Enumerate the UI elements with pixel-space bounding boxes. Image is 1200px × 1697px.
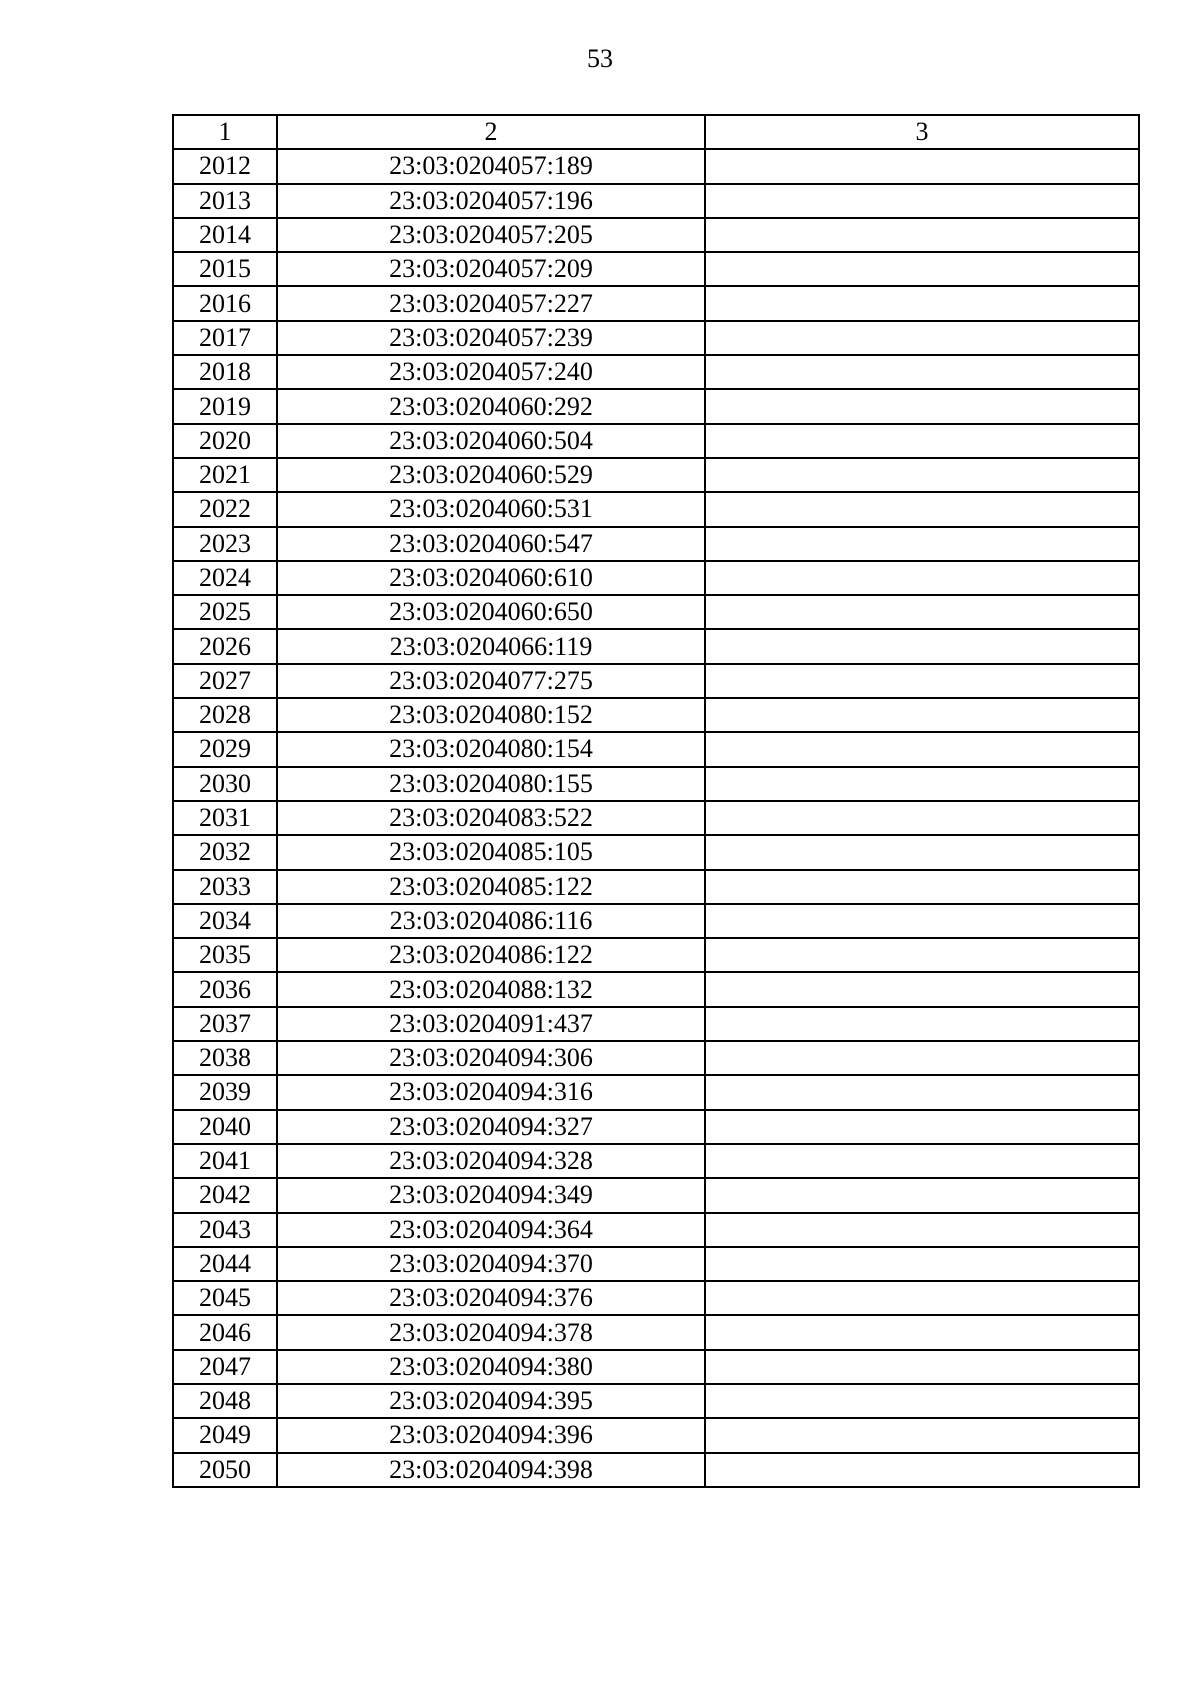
note-cell: [705, 458, 1139, 492]
cadastral-number-cell: 23:03:0204094:306: [277, 1041, 705, 1075]
cadastral-number-cell: 23:03:0204094:327: [277, 1110, 705, 1144]
cadastral-number-cell: 23:03:0204066:119: [277, 629, 705, 663]
cadastral-number-cell: 23:03:0204057:209: [277, 252, 705, 286]
table-row: [173, 1007, 1139, 1041]
row-number-cell: 2030: [173, 767, 277, 801]
note-cell: [705, 1007, 1139, 1041]
note-cell: [705, 1178, 1139, 1212]
row-number-cell: 2032: [173, 835, 277, 869]
note-cell: [705, 870, 1139, 904]
row-number-cell: 2016: [173, 286, 277, 320]
table-row: [173, 1178, 1139, 1212]
row-number-cell: 2018: [173, 355, 277, 389]
note-cell: [705, 1247, 1139, 1281]
note-cell: [705, 1418, 1139, 1452]
row-number-cell: 2042: [173, 1178, 277, 1212]
note-cell: [705, 286, 1139, 320]
cadastral-number-cell: 23:03:0204085:122: [277, 870, 705, 904]
table-row: [173, 664, 1139, 698]
row-number-cell: 2024: [173, 561, 277, 595]
row-number-cell: 2029: [173, 732, 277, 766]
column-header-3: 3: [705, 115, 1139, 149]
note-cell: [705, 1075, 1139, 1109]
table-row: [173, 732, 1139, 766]
note-cell: [705, 1453, 1139, 1487]
cadastral-number-cell: 23:03:0204094:349: [277, 1178, 705, 1212]
cadastral-number-cell: 23:03:0204091:437: [277, 1007, 705, 1041]
cadastral-number-cell: 23:03:0204060:504: [277, 424, 705, 458]
note-cell: [705, 1144, 1139, 1178]
note-cell: [705, 1041, 1139, 1075]
cadastral-number-cell: 23:03:0204085:105: [277, 835, 705, 869]
table-row: [173, 424, 1139, 458]
row-number-cell: 2047: [173, 1350, 277, 1384]
row-number-cell: 2023: [173, 527, 277, 561]
table-row: [173, 355, 1139, 389]
cadastral-number-cell: 23:03:0204057:239: [277, 321, 705, 355]
note-cell: [705, 972, 1139, 1006]
cadastral-number-cell: 23:03:0204094:395: [277, 1384, 705, 1418]
note-cell: [705, 355, 1139, 389]
table-row: [173, 767, 1139, 801]
note-cell: [705, 527, 1139, 561]
row-number-cell: 2043: [173, 1213, 277, 1247]
cadastral-number-cell: 23:03:0204060:531: [277, 492, 705, 526]
table-row: [173, 561, 1139, 595]
table-row: [173, 321, 1139, 355]
table-row: [173, 1075, 1139, 1109]
note-cell: [705, 767, 1139, 801]
note-cell: [705, 1315, 1139, 1349]
table-row: [173, 972, 1139, 1006]
cadastral-number-cell: 23:03:0204057:240: [277, 355, 705, 389]
note-cell: [705, 1281, 1139, 1315]
table-row: [173, 1041, 1139, 1075]
table-row: [173, 286, 1139, 320]
row-number-cell: 2035: [173, 938, 277, 972]
table-row: [173, 1418, 1139, 1452]
cadastral-number-cell: 23:03:0204057:227: [277, 286, 705, 320]
cadastral-number-cell: 23:03:0204086:116: [277, 904, 705, 938]
table-row: [173, 492, 1139, 526]
row-number-cell: 2049: [173, 1418, 277, 1452]
table-row: [173, 1350, 1139, 1384]
table-row: [173, 595, 1139, 629]
table-row: [173, 698, 1139, 732]
table-row: [173, 1110, 1139, 1144]
cadastral-number-cell: 23:03:0204060:292: [277, 389, 705, 423]
note-cell: [705, 218, 1139, 252]
row-number-cell: 2022: [173, 492, 277, 526]
row-number-cell: 2020: [173, 424, 277, 458]
note-cell: [705, 252, 1139, 286]
table-row: [173, 904, 1139, 938]
page-number: 53: [587, 44, 613, 73]
note-cell: [705, 1384, 1139, 1418]
table-row: [173, 1453, 1139, 1487]
table-row: [173, 1247, 1139, 1281]
cadastral-number-cell: 23:03:0204094:398: [277, 1453, 705, 1487]
cadastral-number-cell: 23:03:0204094:376: [277, 1281, 705, 1315]
cadastral-number-cell: 23:03:0204094:364: [277, 1213, 705, 1247]
table-row: [173, 1315, 1139, 1349]
note-cell: [705, 732, 1139, 766]
table-row: [173, 149, 1139, 183]
note-cell: [705, 1350, 1139, 1384]
note-cell: [705, 835, 1139, 869]
row-number-cell: 2014: [173, 218, 277, 252]
row-number-cell: 2044: [173, 1247, 277, 1281]
note-cell: [705, 1110, 1139, 1144]
table-row: [173, 835, 1139, 869]
table-row: [173, 252, 1139, 286]
cadastral-number-cell: 23:03:0204094:328: [277, 1144, 705, 1178]
cadastral-number-cell: 23:03:0204057:205: [277, 218, 705, 252]
table-row: [173, 1384, 1139, 1418]
cadastral-number-cell: 23:03:0204094:370: [277, 1247, 705, 1281]
row-number-cell: 2015: [173, 252, 277, 286]
table-row: [173, 184, 1139, 218]
row-number-cell: 2034: [173, 904, 277, 938]
cadastral-number-cell: 23:03:0204094:316: [277, 1075, 705, 1109]
cadastral-number-cell: 23:03:0204057:196: [277, 184, 705, 218]
row-number-cell: 2028: [173, 698, 277, 732]
note-cell: [705, 492, 1139, 526]
cadastral-number-cell: 23:03:0204094:380: [277, 1350, 705, 1384]
row-number-cell: 2036: [173, 972, 277, 1006]
cadastral-number-cell: 23:03:0204057:189: [277, 149, 705, 183]
note-cell: [705, 1213, 1139, 1247]
row-number-cell: 2038: [173, 1041, 277, 1075]
row-number-cell: 2013: [173, 184, 277, 218]
row-number-cell: 2017: [173, 321, 277, 355]
note-cell: [705, 321, 1139, 355]
note-cell: [705, 698, 1139, 732]
row-number-cell: 2039: [173, 1075, 277, 1109]
row-number-cell: 2050: [173, 1453, 277, 1487]
cadastral-number-cell: 23:03:0204060:610: [277, 561, 705, 595]
cadastral-number-cell: 23:03:0204083:522: [277, 801, 705, 835]
note-cell: [705, 424, 1139, 458]
row-number-cell: 2021: [173, 458, 277, 492]
note-cell: [705, 904, 1139, 938]
note-cell: [705, 389, 1139, 423]
cadastral-number-cell: 23:03:0204060:650: [277, 595, 705, 629]
table-body: [173, 149, 1139, 1487]
note-cell: [705, 184, 1139, 218]
cadastral-number-cell: 23:03:0204080:155: [277, 767, 705, 801]
cadastral-number-cell: 23:03:0204060:529: [277, 458, 705, 492]
row-number-cell: 2033: [173, 870, 277, 904]
cadastral-number-cell: 23:03:0204077:275: [277, 664, 705, 698]
row-number-cell: 2012: [173, 149, 277, 183]
table-row: [173, 218, 1139, 252]
row-number-cell: 2031: [173, 801, 277, 835]
table-row: [173, 938, 1139, 972]
cadastral-number-cell: 23:03:0204086:122: [277, 938, 705, 972]
row-number-cell: 2026: [173, 629, 277, 663]
note-cell: [705, 801, 1139, 835]
table-header-row: [173, 115, 1139, 149]
row-number-cell: 2045: [173, 1281, 277, 1315]
row-number-cell: 2025: [173, 595, 277, 629]
cadastral-number-cell: 23:03:0204088:132: [277, 972, 705, 1006]
note-cell: [705, 664, 1139, 698]
note-cell: [705, 561, 1139, 595]
cadastral-number-cell: 23:03:0204094:378: [277, 1315, 705, 1349]
table-row: [173, 870, 1139, 904]
table-row: [173, 629, 1139, 663]
table-row: [173, 527, 1139, 561]
row-number-cell: 2041: [173, 1144, 277, 1178]
cadastral-number-cell: 23:03:0204080:154: [277, 732, 705, 766]
registry-table: [172, 114, 1140, 1488]
column-header-2: 2: [277, 115, 705, 149]
row-number-cell: 2037: [173, 1007, 277, 1041]
note-cell: [705, 629, 1139, 663]
table-row: [173, 1281, 1139, 1315]
cadastral-number-cell: 23:03:0204080:152: [277, 698, 705, 732]
note-cell: [705, 149, 1139, 183]
row-number-cell: 2040: [173, 1110, 277, 1144]
table-row: [173, 458, 1139, 492]
row-number-cell: 2048: [173, 1384, 277, 1418]
table-row: [173, 1213, 1139, 1247]
cadastral-number-cell: 23:03:0204094:396: [277, 1418, 705, 1452]
row-number-cell: 2046: [173, 1315, 277, 1349]
table-row: [173, 801, 1139, 835]
cadastral-number-cell: 23:03:0204060:547: [277, 527, 705, 561]
column-header-1: 1: [173, 115, 277, 149]
row-number-cell: 2019: [173, 389, 277, 423]
table-row: [173, 389, 1139, 423]
row-number-cell: 2027: [173, 664, 277, 698]
note-cell: [705, 938, 1139, 972]
table-row: [173, 1144, 1139, 1178]
note-cell: [705, 595, 1139, 629]
